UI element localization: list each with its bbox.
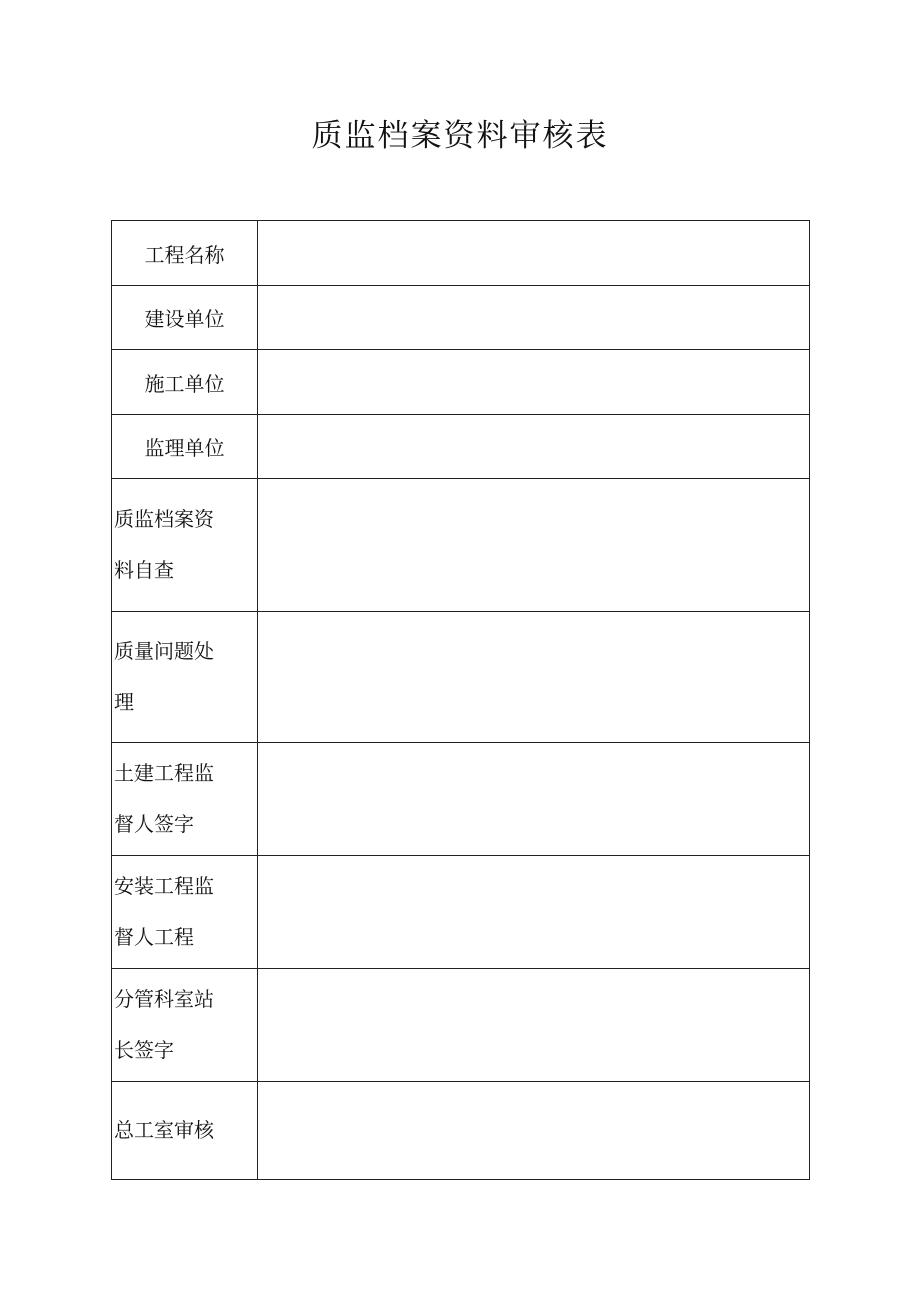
table-row [112, 286, 810, 350]
row-label-text: 质监档案资料自查 [114, 507, 214, 582]
row-label-supervision-unit: 监理单位 [112, 415, 258, 479]
row-value-construction-unit[interactable] [258, 286, 810, 350]
table-row [112, 612, 810, 743]
row-label-text: 安装工程监督人工程 [114, 874, 214, 949]
table-row [112, 221, 810, 286]
row-label-department-head-signature [112, 969, 258, 1082]
row-value-project-name[interactable] [258, 221, 810, 286]
row-label-text: 总工室审核 [114, 1118, 214, 1142]
table-row [112, 479, 810, 612]
table-row [112, 350, 810, 415]
row-label-project-name: 工程名称 [112, 221, 258, 286]
row-label-civil-supervisor-signature [112, 743, 258, 856]
row-value-chief-engineer-review[interactable] [258, 1082, 810, 1180]
row-label-text: 质量问题处理 [114, 639, 214, 714]
row-value-quality-issue-handling[interactable] [258, 612, 810, 743]
page-title: 质监档案资料审核表 [311, 118, 609, 154]
review-form-table [111, 220, 810, 1180]
table-row [112, 743, 810, 856]
row-label-text: 土建工程监督人签字 [114, 761, 214, 836]
row-label-contractor-unit: 施工单位 [112, 350, 258, 415]
row-label-text: 分管科室站长签字 [114, 987, 214, 1062]
row-value-civil-supervisor-signature[interactable] [258, 743, 810, 856]
row-label-chief-engineer-review [112, 1082, 258, 1180]
row-value-installation-supervisor[interactable] [258, 856, 810, 969]
row-label-quality-issue-handling [112, 612, 258, 743]
row-label-construction-unit: 建设单位 [112, 286, 258, 350]
row-value-department-head-signature[interactable] [258, 969, 810, 1082]
row-label-archive-self-check [112, 479, 258, 612]
row-label-installation-supervisor [112, 856, 258, 969]
table-row [112, 1082, 810, 1180]
row-value-supervision-unit[interactable] [258, 415, 810, 479]
table-row [112, 856, 810, 969]
table-row [112, 969, 810, 1082]
row-value-contractor-unit[interactable] [258, 350, 810, 415]
table-row [112, 415, 810, 479]
row-value-archive-self-check[interactable] [258, 479, 810, 612]
